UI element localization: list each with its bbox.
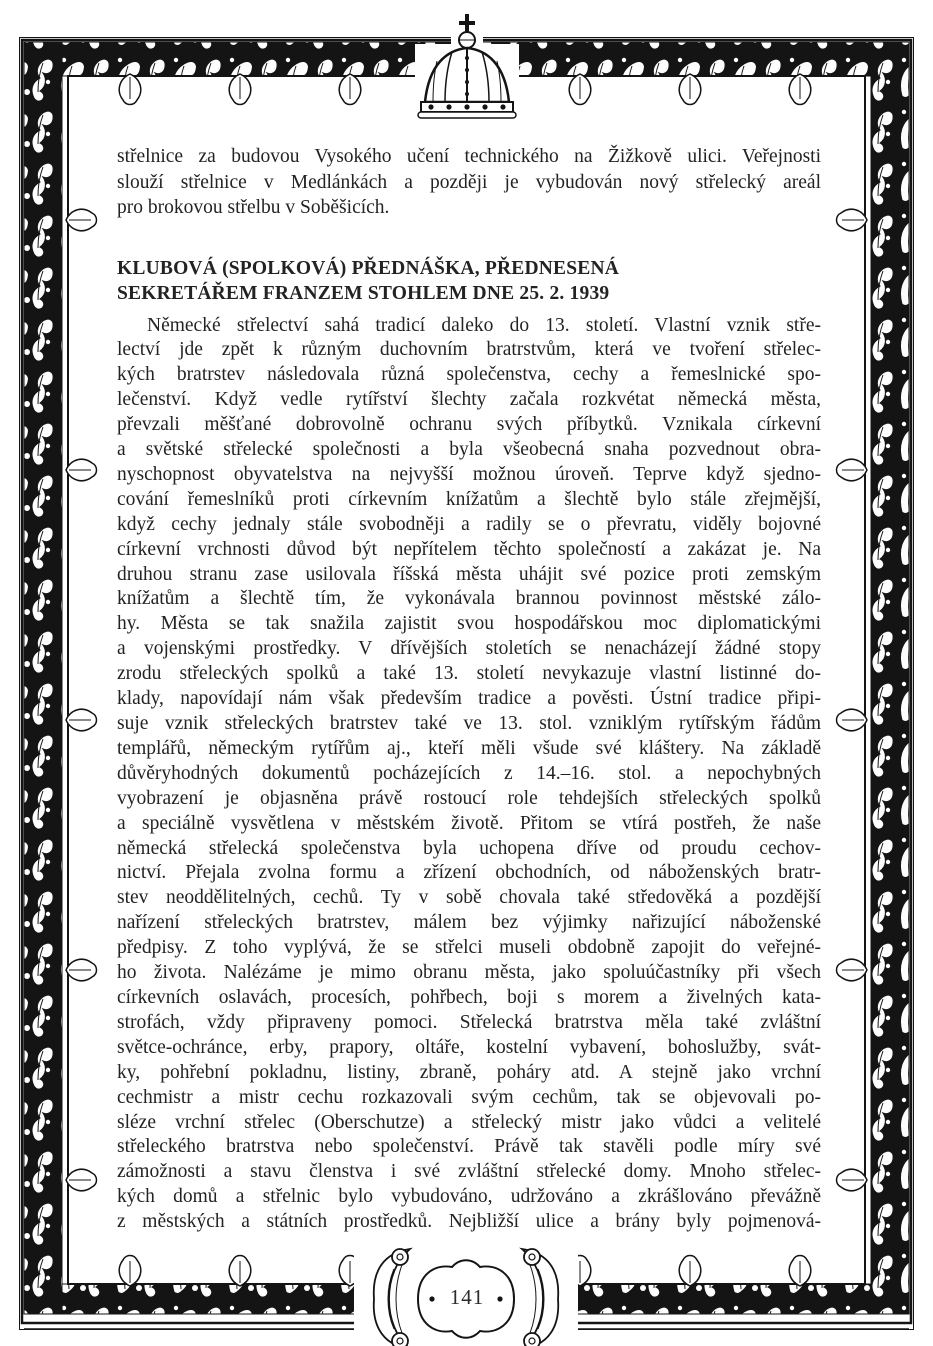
text-line: nictví. Přejala zvolna formu a zřízení obchodních, od náboženských bratr-: [117, 862, 821, 884]
text-line: klady, napovídají nám však především tradice a pověsti. Ústní tradice připi-: [117, 688, 821, 710]
text-line: lectví jde zpět k různým duchovním bratrstvům, která ve tvoření střelec-: [117, 339, 821, 361]
text-line: církevních oslavách, procesích, pohřbech, boji s morem a živelných kata-: [117, 986, 821, 1008]
text-line: vyobrazení je objasněna právě rostoucí role tehdejších střeleckých spolků: [117, 787, 821, 809]
text-line: stev neoddělitelných, cechů. Ty v sobě chovala také středověká a pozdější: [117, 887, 821, 909]
text-line: ho života. Nalézáme je mimo obranu města, jako spoluúčastníky při všech: [117, 962, 821, 984]
text-line: důvěryhodných dokumentů pocházejících z 14.–16. stol. a nepochybných: [117, 762, 821, 784]
text-line: KLUBOVÁ (SPOLKOVÁ) PŘEDNÁŠKA, PŘEDNESENÁ: [117, 257, 620, 279]
text-line: a speciálně vysvětlena v městském životě. Přitom se vtírá postřeh, že naše: [117, 812, 821, 834]
text-line: zámožnosti a stavu členstva i své zvláštní střelecké domy. Mnoho střelec-: [117, 1161, 821, 1183]
intro-paragraph: [117, 144, 821, 221]
text-line: cechmistr a mistr cechu rozkazovali svým cechům, tak se objevovali po-: [117, 1086, 821, 1108]
text-line: kých bratrstev následovala různá společenstva, cechy a řemeslnické spo-: [117, 364, 821, 386]
text-line: ky, pohřební pokladnu, listiny, zbraně, poháry atd. A stejně jako vrchní: [117, 1061, 821, 1083]
text-line: strofách, vždy připraveny pomoci. Střelecká bratrstva měla také zvláštní: [117, 1011, 821, 1033]
text-line: z městských a státních prostředků. Nejbližší ulice a brány byly pojmenová-: [117, 1211, 821, 1233]
crown-icon: [415, 10, 519, 120]
text-line: předpisy. Z toho vyplývá, že se střelci museli obdobně zapojit do veřejné-: [117, 937, 821, 959]
text-line: cování řemeslníků proti církevním knížatům a šlechtě bylo stále zřejmější,: [117, 488, 821, 510]
text-line: a světské střelecké společnosti a byla všeobecná snaha pozvednout obra-: [117, 439, 821, 461]
text-line: střelnice za budovou Vysokého učení technického na Žižkově ulici. Veřejnosti: [117, 146, 821, 167]
text-line: když cechy jednaly stále svobodněji a radily se o převratu, viděly bojovné: [117, 513, 821, 535]
text-line: církevní vrchnosti důvod být nepřítelem těchto společností a zakázat je. Na: [117, 538, 821, 560]
text-line: německá střelecká společenstva byla uchopena dříve od proudu cechov-: [117, 837, 821, 859]
text-line: SEKRETÁŘEM FRANZEM STOHLEM DNE 25. 2. 1939: [117, 283, 610, 304]
text-line: templářů, německým rytířům aj., kteří měli všude své kláštery. Na základě: [117, 737, 821, 759]
text-line: hy. Města se tak snažila zajistit svou hospodářskou moc diplomatickými: [117, 613, 821, 635]
section-heading: [117, 256, 821, 307]
text-line: zrodu střeleckých spolků a také 13. století nevykazuje vlastní listinné do-: [117, 663, 821, 685]
text-line: pro brokovou střelbu v Soběšicích.: [117, 197, 390, 218]
text-line: kých domů a střelnic bylo vybudováno, udržováno a zkrášlováno převážně: [117, 1186, 821, 1208]
text-line: Německé střelectví sahá tradicí daleko do 13. století. Vlastní vznik stře-: [147, 314, 821, 336]
body-paragraph: [117, 314, 821, 1236]
text-line: převzali měšťané dobrovolně ochranu svých příbytků. Vznikala církevní: [117, 414, 821, 436]
page-text: [117, 144, 821, 1235]
text-line: lečenství. Když vedle rytířství šlechty začala rozkvétat německá města,: [117, 389, 821, 411]
text-line: suje vznik střeleckých bratrstev také ve 13. stol. vzniklým rytířským řádům: [117, 713, 821, 734]
text-line: nyschopnost obyvatelstva na nejvyšší možnou úroveň. Teprve když sjedno-: [117, 463, 821, 485]
text-line: nařízení střeleckých bratrstev, málem bez výjimky nařizující náboženské: [117, 912, 821, 934]
text-line: slouží střelnice v Medlánkách a později je vybudován nový střelecký areál: [117, 171, 821, 193]
page-number: 141: [449, 1285, 485, 1309]
text-line: knížatům a šlechtě tím, že vykonávala brannou povinnost městské zálo-: [117, 588, 821, 610]
text-line: sléze vrchní střelec (Oberschutze) a střelecký mistr jako vůdci a velitelé: [117, 1111, 821, 1133]
text-line: a vojenskými prostředky. V dřívějších stoletích se nenacházejí žádné stopy: [117, 638, 821, 660]
text-line: střeleckého bratrstva nebo společenství. Právě tak stavěli podle míry své: [117, 1136, 821, 1158]
text-line: světce-ochránce, erby, prapory, oltáře, kostelní vybavení, bohoslužby, svát-: [117, 1036, 821, 1058]
text-line: druhou stranu zase usilovala říšská města uhájit své pozice proti zemským: [117, 563, 821, 585]
